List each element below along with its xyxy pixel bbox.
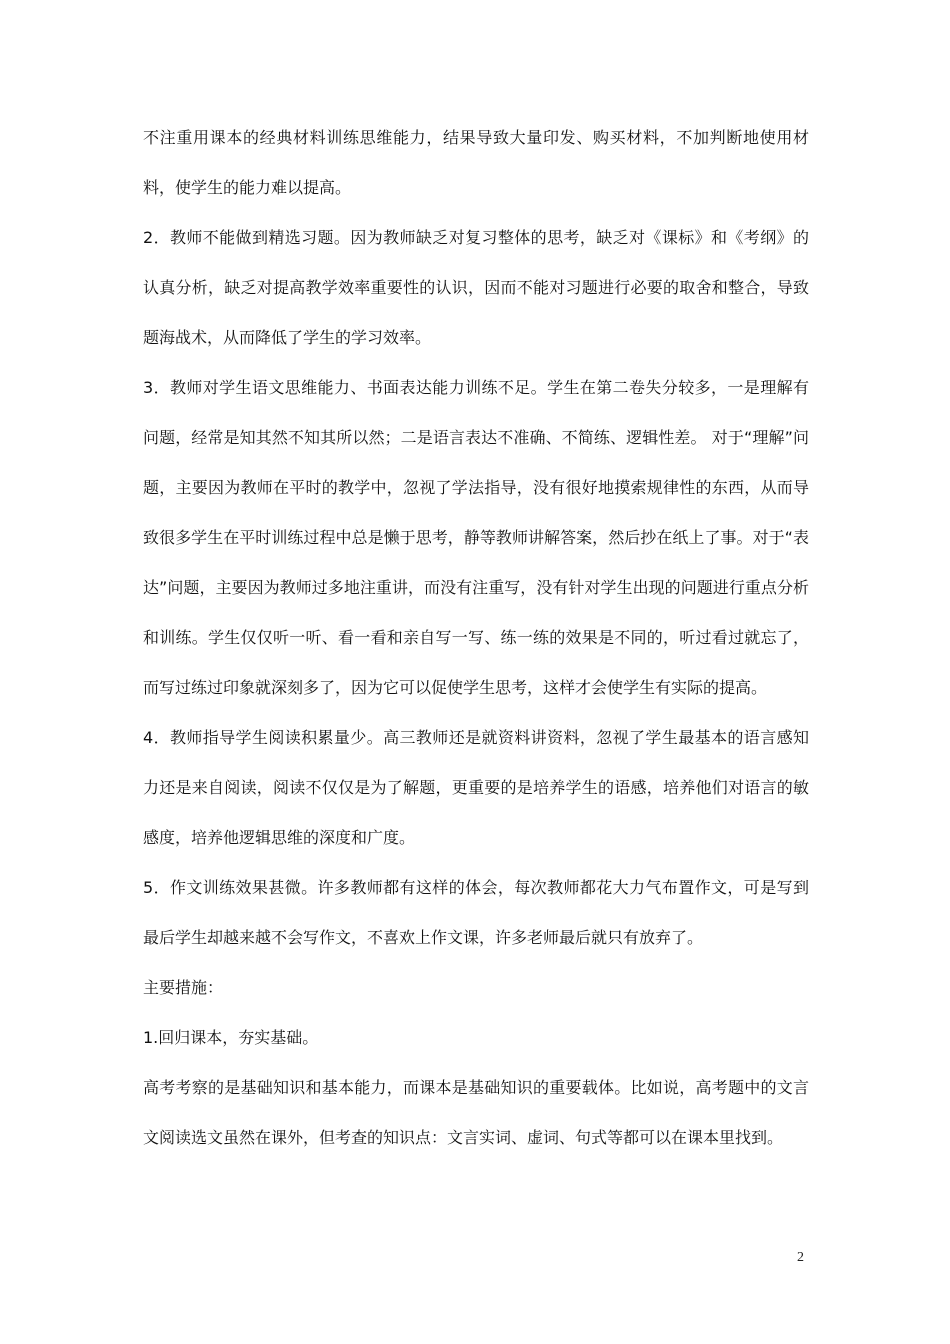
paragraph-point-4: 4．教师指导学生阅读积累量少。高三教师还是就资料讲资料，忽视了学生最基本的语言感知力还是来自阅读，阅读不仅仅是为了解题，更重要的是培养学生的语感，培养他们对语言的敏感度，培养他逻辑思维的深度和广度。: [143, 728, 809, 847]
measure-heading-1: 1.回归课本，夯实基础。: [143, 1028, 319, 1047]
paragraph-measure-1: 高考考察的是基础知识和基本能力，而课本是基础知识的重要载体。比如说，高考题中的文言文阅读选文虽然在课外，但考查的知识点：文言实词、虚词、句式等都可以在课本里找到。: [143, 1078, 809, 1147]
paragraph-point-5: 5．作文训练效果甚微。许多教师都有这样的体会，每次教师都花大力气布置作文，可是写到最后学生却越来越不会写作文，不喜欢上作文课，许多老师最后就只有放弃了。: [143, 878, 809, 947]
paragraph-point-2: 2．教师不能做到精选习题。因为教师缺乏对复习整体的思考，缺乏对《课标》和《考纲》的认真分析，缺乏对提高教学效率重要性的认识，因而不能对习题进行必要的取舍和整合，导致题海战术，从而降低了学生的学习效率。: [143, 228, 809, 347]
section-heading-measures: 主要措施：: [143, 978, 224, 997]
document-body: [143, 113, 809, 1163]
paragraph-continued: 不注重用课本的经典材料训练思维能力，结果导致大量印发、购买材料，不加判断地使用材料，使学生的能力难以提高。: [143, 128, 809, 197]
page-number: 2: [797, 1250, 804, 1265]
paragraph-point-3: 3．教师对学生语文思维能力、书面表达能力训练不足。学生在第二卷失分较多，一是理解有问题，经常是知其然不知其所以然；二是语言表达不准确、不简练、逻辑性差。 对于“理解”问题，主要因为教师在平时的教学中，忽视了学法指导，没有很好地摸索规律性的东西，从而导致很多学生在平时训练过程中总是懒于思考，静等教师讲解答案，然后抄在纸上了事。对于“表达”问题，主要因为教师过多地注重讲，而没有注重写，没有针对学生出现的问题进行重点分析和训练。学生仅仅听一听、看一看和亲自写一写、练一练的效果是不同的，听过看过就忘了，而写过练过印象就深刻多了，因为它可以促使学生思考，这样才会使学生有实际的提高。: [143, 378, 809, 697]
